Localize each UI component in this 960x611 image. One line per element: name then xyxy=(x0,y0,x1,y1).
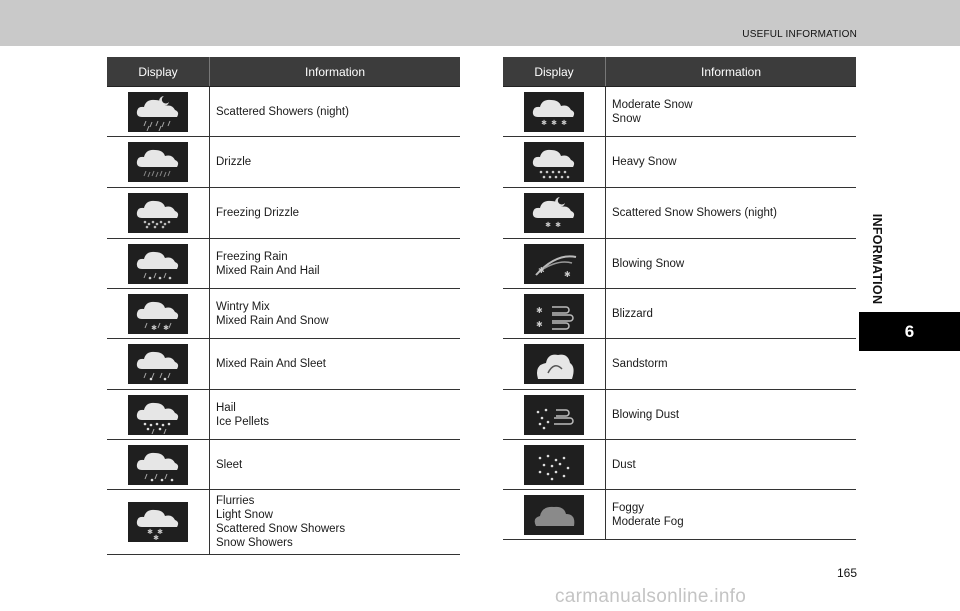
information-text: Drizzle xyxy=(216,156,252,168)
cloud-drizzle-icon xyxy=(128,142,188,182)
svg-text:✱: ✱ xyxy=(536,305,543,315)
display-column-header: Display xyxy=(503,57,606,86)
display-cell xyxy=(107,188,210,238)
information-column-header: Information xyxy=(304,64,366,79)
information-text: Scattered Showers (night) xyxy=(216,105,349,118)
information-cell xyxy=(606,239,856,288)
table-header xyxy=(503,57,856,87)
display-cell xyxy=(107,440,210,489)
svg-text:✱: ✱ xyxy=(157,528,163,536)
information-text: Mixed Rain And Hail xyxy=(216,264,320,277)
information-cell xyxy=(606,390,856,439)
display-cell xyxy=(107,289,210,338)
table-row xyxy=(503,289,856,339)
table-row xyxy=(107,490,460,555)
display-column-header: Display xyxy=(107,57,210,86)
information-text: Blizzard xyxy=(612,307,653,320)
information-text: Moderate Snow xyxy=(612,98,693,111)
svg-text:✱: ✱ xyxy=(551,118,557,127)
table-row xyxy=(107,440,460,490)
display-cell xyxy=(503,87,606,136)
information-cell xyxy=(210,239,460,288)
display-cell xyxy=(503,390,606,439)
information-cell xyxy=(606,339,856,389)
table-row xyxy=(503,137,856,188)
table-row xyxy=(503,239,856,289)
cloud-rain-sleet-icon xyxy=(128,344,188,384)
cloud-heavy-snow-icon xyxy=(524,142,584,182)
information-text: Snow xyxy=(612,112,641,125)
table-row xyxy=(503,87,856,137)
table-row xyxy=(107,87,460,137)
watermark: carmanualsonline.info xyxy=(555,586,747,607)
information-cell xyxy=(210,137,460,187)
information-text: Scattered Snow Showers xyxy=(216,523,346,535)
blowing-dust-icon xyxy=(524,395,584,435)
table-row xyxy=(107,188,460,239)
table-row xyxy=(107,137,460,188)
information-cell xyxy=(210,390,460,439)
display-cell xyxy=(503,137,606,187)
information-cell xyxy=(606,188,856,238)
svg-text:✱: ✱ xyxy=(536,319,543,329)
information-cell xyxy=(210,440,460,489)
display-cell xyxy=(107,490,210,554)
table-row xyxy=(107,339,460,390)
information-text: Blowing Dust xyxy=(612,408,680,421)
information-text: Blowing Snow xyxy=(612,257,685,270)
svg-text:✱: ✱ xyxy=(153,534,159,541)
display-cell xyxy=(107,239,210,288)
information-column-header: Information xyxy=(700,64,762,79)
chapter-tab xyxy=(859,312,960,351)
cloud-moon-snow-icon xyxy=(524,193,584,233)
information-cell xyxy=(606,137,856,187)
display-cell xyxy=(107,390,210,439)
information-cell xyxy=(210,188,460,238)
cloud-hail-icon xyxy=(128,395,188,435)
svg-text:✱: ✱ xyxy=(561,118,567,127)
table-row xyxy=(503,339,856,390)
display-cell xyxy=(503,440,606,489)
display-cell xyxy=(107,87,210,136)
information-cell xyxy=(210,339,460,389)
information-cell xyxy=(210,87,460,136)
cloud-moon-showers-icon xyxy=(128,92,188,132)
information-text: Light Snow xyxy=(216,509,273,521)
dust-icon xyxy=(524,445,584,485)
information-text: Mixed Rain And Sleet xyxy=(216,358,326,370)
chapter-number: 6 xyxy=(904,322,915,341)
svg-text:✱: ✱ xyxy=(564,269,571,279)
table-row xyxy=(107,239,460,289)
information-text: Freezing Drizzle xyxy=(216,207,300,219)
blowing-snow-icon xyxy=(524,244,584,284)
cloud-sleet-icon xyxy=(128,445,188,485)
information-cell xyxy=(606,289,856,338)
chapter-side-label-text: INFORMATION xyxy=(870,213,884,305)
svg-text:✱: ✱ xyxy=(163,323,169,332)
table-row xyxy=(503,390,856,440)
section-title: USEFUL INFORMATION xyxy=(742,29,857,40)
display-cell xyxy=(503,289,606,338)
information-text: Heavy Snow xyxy=(612,156,677,168)
cloud-wintry-mix-icon xyxy=(128,294,188,334)
information-text: Foggy xyxy=(612,501,644,514)
svg-text:✱: ✱ xyxy=(538,265,545,275)
table-row xyxy=(503,188,856,239)
table-row xyxy=(503,440,856,490)
information-text: Flurries xyxy=(216,495,255,507)
svg-text:✱: ✱ xyxy=(545,221,551,229)
display-cell xyxy=(503,339,606,389)
information-cell xyxy=(606,440,856,489)
table-row xyxy=(503,490,856,540)
information-text: Hail xyxy=(216,401,236,414)
display-cell xyxy=(503,239,606,288)
display-cell xyxy=(503,490,606,539)
information-text: Ice Pellets xyxy=(216,415,270,428)
sandstorm-icon xyxy=(524,344,584,384)
information-cell xyxy=(210,490,460,554)
display-cell xyxy=(503,188,606,238)
cloud-flurries-icon xyxy=(128,502,188,542)
information-text: Snow Showers xyxy=(216,537,293,549)
cloud-freezing-drizzle-icon xyxy=(128,193,188,233)
page-number: 165 xyxy=(837,566,858,580)
svg-text:✱: ✱ xyxy=(151,323,157,332)
information-cell xyxy=(210,289,460,338)
information-cell xyxy=(606,490,856,539)
svg-text:✱: ✱ xyxy=(147,528,153,536)
svg-text:✱: ✱ xyxy=(541,118,547,127)
svg-text:✱: ✱ xyxy=(555,221,561,229)
table-row xyxy=(107,390,460,440)
display-cell xyxy=(107,339,210,389)
chapter-side-label xyxy=(866,210,888,308)
table-header xyxy=(107,57,460,87)
table-row xyxy=(107,289,460,339)
information-text: Freezing Rain xyxy=(216,250,288,263)
cloud-moderate-snow-icon xyxy=(524,92,584,132)
blizzard-icon xyxy=(524,294,584,334)
information-text: Sleet xyxy=(216,458,243,471)
display-cell xyxy=(107,137,210,187)
information-text: Scattered Snow Showers (night) xyxy=(612,207,777,219)
fog-icon xyxy=(524,495,584,535)
information-text: Moderate Fog xyxy=(612,515,684,528)
weather-icons-table-right xyxy=(503,57,856,540)
information-text: Wintry Mix xyxy=(216,300,270,313)
information-text: Sandstorm xyxy=(612,358,668,370)
weather-icons-table-left xyxy=(107,57,460,555)
information-text: Mixed Rain And Snow xyxy=(216,314,329,327)
information-text: Dust xyxy=(612,458,636,471)
information-cell xyxy=(606,87,856,136)
cloud-freezing-rain-icon xyxy=(128,244,188,284)
